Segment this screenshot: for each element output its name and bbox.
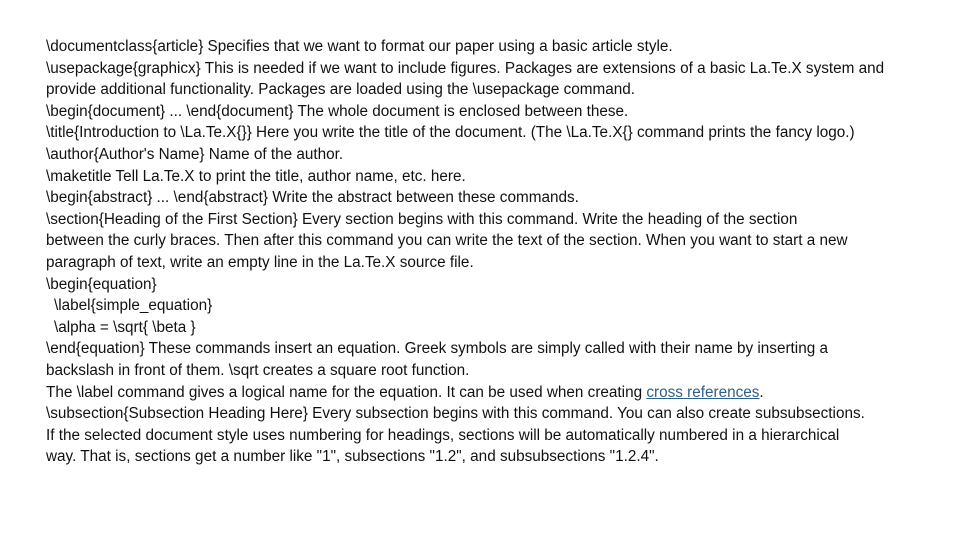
- text-line: \author{Author's Name} Name of the author.: [46, 145, 344, 163]
- text-line: If the selected document style uses numbering for headings, sections will be automatically numbered in a hierarchical: [46, 426, 840, 444]
- text-line: \maketitle Tell La.Te.X to print the title, author name, etc. here.: [46, 167, 466, 185]
- text-line: between the curly braces. Then after this command you can write the text of the section. When you want to start a new: [46, 232, 848, 250]
- text-line: \usepackage{graphicx} This is needed if we want to include figures. Packages are extensions of a basic La.Te.X system and: [46, 59, 885, 77]
- label-text-after: .: [759, 383, 764, 401]
- text-line: \end{equation} These commands insert an equation. Greek symbols are simply called with their name by inserting a: [46, 340, 828, 358]
- text-line: way. That is, sections get a number like "1", subsections "1.2", and subsubsections "1.2.4".: [46, 448, 659, 466]
- code-line: \alpha = \sqrt{ \beta }: [54, 318, 196, 336]
- text-line: backslash in front of them. \sqrt creates a square root function.: [46, 361, 470, 379]
- label-text-before: The \label command gives a logical name for the equation. It can be used when creating: [46, 383, 647, 401]
- text-line: \documentclass{article} Specifies that we want to format our paper using a basic article style.: [46, 38, 673, 55]
- code-line: \label{simple_equation}: [54, 297, 213, 315]
- text-line: \subsection{Subsection Heading Here} Every subsection begins with this command. You can also create subsubsections.: [46, 405, 865, 423]
- cross-references-link[interactable]: cross references: [646, 383, 760, 401]
- document-text: [46, 36, 930, 468]
- text-line: \begin{abstract} ... \end{abstract} Write the abstract between these commands.: [46, 189, 579, 207]
- text-line: provide additional functionality. Packages are loaded using the \usepackage command.: [46, 81, 636, 99]
- text-line: \begin{document} ... \end{document} The whole document is enclosed between these.: [46, 102, 629, 120]
- text-line: \section{Heading of the First Section} Every section begins with this command. Write the heading of the section: [46, 210, 798, 228]
- text-line: \title{Introduction to \La.Te.X{}} Here you write the title of the document. (The \La.Te.X{} command prints the fancy logo.): [46, 124, 855, 142]
- code-line: \begin{equation}: [46, 275, 157, 293]
- text-line: paragraph of text, write an empty line in the La.Te.X source file.: [46, 253, 474, 271]
- text-line-with-link: [46, 382, 930, 404]
